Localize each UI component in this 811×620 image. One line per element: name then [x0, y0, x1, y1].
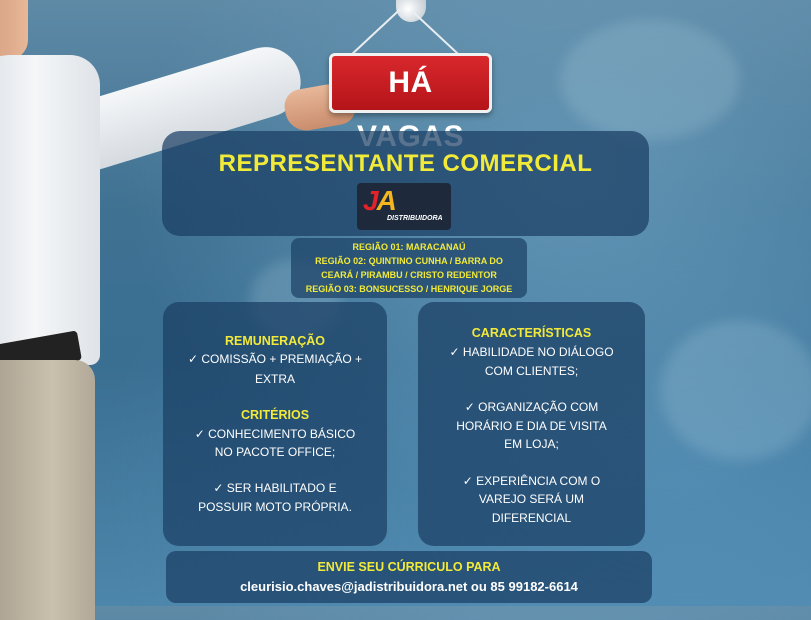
contact-panel [166, 551, 652, 603]
sign-string [349, 8, 402, 57]
contact-heading: ENVIE SEU CÚRRICULO PARA [317, 560, 501, 574]
criteria-item: ✓ CONHECIMENTO BÁSICO [194, 427, 356, 441]
criteria-heading: CRITÉRIOS [240, 408, 310, 422]
characteristic-item-cont: COM CLIENTES; [484, 364, 579, 378]
remuneration-item-cont: EXTRA [254, 372, 295, 386]
region-line: REGIÃO 03: BONSUCESSO / HENRIQUE JORGE [305, 284, 513, 294]
person-neck [0, 0, 28, 60]
background-bokeh [560, 20, 740, 140]
characteristic-item: ✓ ORGANIZAÇÃO COM [464, 400, 599, 414]
region-line: CEARÁ / PIRAMBU / CRISTO REDENTOR [321, 270, 497, 280]
criteria-item: ✓ SER HABILITADO E [213, 481, 337, 495]
logo-text: DISTRIBUIDORA [387, 215, 443, 222]
background-bokeh [660, 320, 811, 460]
characteristic-item: ✓ EXPERIÊNCIA COM O [462, 474, 601, 488]
characteristic-item-cont: EM LOJA; [504, 437, 559, 451]
characteristic-item-cont: DIFERENCIAL [491, 511, 572, 525]
characteristic-item: ✓ HABILIDADE NO DIÁLOGO [449, 345, 614, 359]
remuneration-item: ✓ COMISSÃO + PREMIAÇÃO + [187, 352, 363, 366]
characteristic-item-cont: HORÁRIO E DIA DE VISITA [456, 419, 607, 433]
remuneration-heading: REMUNERAÇÃO [225, 334, 325, 348]
criteria-item-cont: NO PACOTE OFFICE; [214, 445, 336, 459]
characteristic-item-cont: VAREJO SERÁ UM [478, 492, 585, 506]
hiring-sign: HÁ [329, 53, 492, 113]
logo-mark: JA [363, 185, 395, 216]
company-logo [357, 183, 451, 230]
region-line: REGIÃO 01: MARACANAÚ [352, 242, 466, 252]
sign-string [411, 10, 460, 56]
region-line: REGIÃO 02: QUINTINO CUNHA / BARRA DO [315, 256, 503, 266]
characteristics-heading: CARACTERÍSTICAS [471, 326, 592, 340]
contact-details: cleurisio.chaves@jadistribuidora.net ou 85 99182-6614 [240, 579, 578, 594]
job-title: REPRESENTANTE COMERCIAL [218, 150, 593, 177]
criteria-item-cont: POSSUIR MOTO PRÓPRIA. [198, 500, 352, 514]
person-pants [0, 360, 95, 620]
person-shirt [0, 55, 100, 365]
